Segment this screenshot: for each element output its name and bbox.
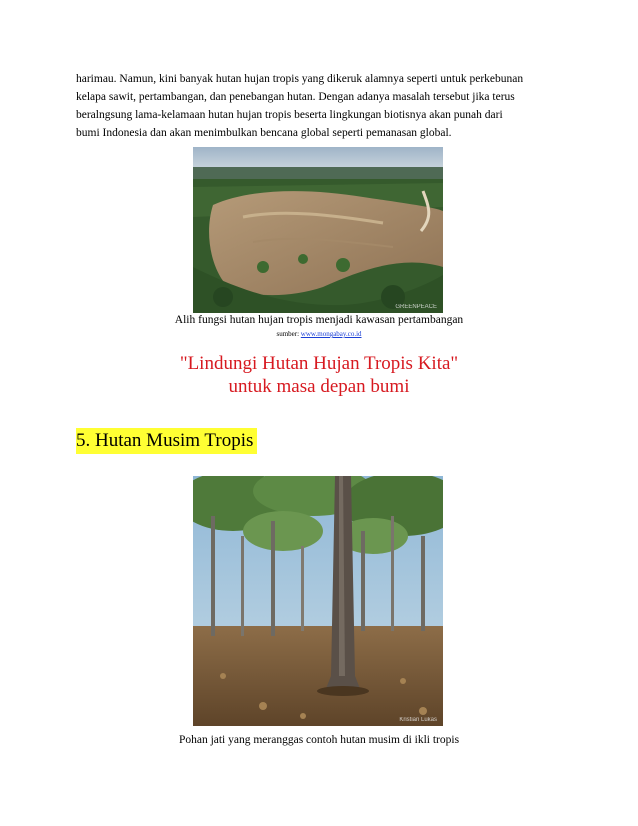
teak-forest-photo bbox=[193, 476, 443, 726]
section-heading: 5. Hutan Musim Tropis bbox=[76, 428, 257, 454]
paragraph-line-1: harimau. Namun, kini banyak hutan hujan tropis yang dikeruk alamnya seperti untuk perkebunan bbox=[76, 73, 524, 85]
figure1-caption: Alih fungsi hutan hujan tropis menjadi kawasan pertambangan bbox=[174, 314, 464, 326]
paragraph-line-3: beralngsung lama-kelamaan hutan hujan tropis beserta lingkungan biotisnya akan punah dari bbox=[76, 109, 503, 121]
mining-deforestation-photo bbox=[193, 147, 443, 313]
paragraph-line-2: kelapa sawit, pertambangan, dan penebangan hutan. Dengan adanya masalah tersebut jika terus bbox=[76, 91, 515, 103]
source-label: sumber: bbox=[276, 330, 301, 338]
photo-watermark: GREENPEACE bbox=[395, 304, 437, 310]
quote-line-2: untuk masa depan bumi bbox=[228, 376, 410, 397]
paragraph-line-4: bumi Indonesia dan akan menimbulkan bencana global seperti pemanasan global. bbox=[76, 127, 452, 139]
figure2-caption: Pohan jati yang meranggas contoh hutan musim di ikli tropis bbox=[178, 734, 460, 746]
quote-line-1: "Lindungi Hutan Hujan Tropis Kita" bbox=[179, 353, 459, 374]
photo-watermark: Kristian Lukas bbox=[399, 717, 437, 723]
body-paragraph bbox=[76, 70, 568, 142]
figure1-source bbox=[0, 330, 638, 338]
source-link[interactable]: www.mongabay.co.id bbox=[300, 330, 362, 338]
